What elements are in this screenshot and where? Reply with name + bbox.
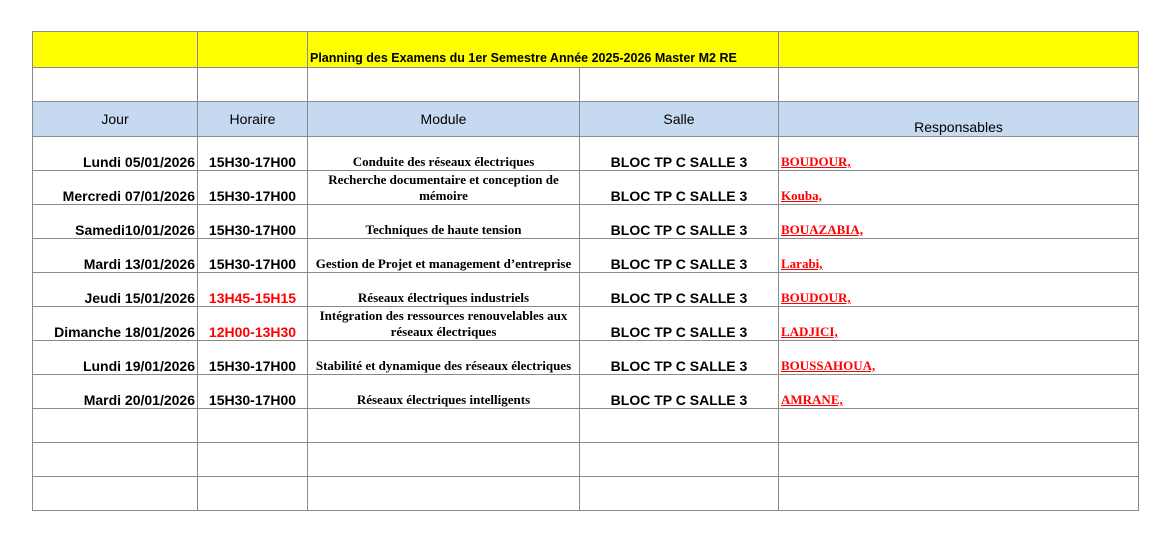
room-cell[interactable]: BLOC TP C SALLE 3: [580, 171, 779, 205]
responsable-cell[interactable]: Kouba,: [779, 171, 1139, 205]
time-cell[interactable]: 15H30-17H00: [198, 171, 308, 205]
time-cell[interactable]: 15H30-17H00: [198, 239, 308, 273]
room-cell[interactable]: BLOC TP C SALLE 3: [580, 273, 779, 307]
responsable-cell[interactable]: LADJICI,: [779, 307, 1139, 341]
table-row: [33, 205, 1139, 239]
cell[interactable]: [308, 68, 580, 102]
cell[interactable]: [779, 409, 1139, 443]
cell[interactable]: [198, 68, 308, 102]
responsable-cell[interactable]: AMRANE,: [779, 375, 1139, 409]
cell[interactable]: [198, 32, 308, 68]
module-cell[interactable]: Intégration des ressources renouvelables aux réseaux électriques: [308, 307, 580, 341]
cell[interactable]: [198, 443, 308, 477]
room-cell[interactable]: BLOC TP C SALLE 3: [580, 239, 779, 273]
cell[interactable]: [33, 32, 198, 68]
blank-row: [33, 68, 1139, 102]
cell[interactable]: [580, 68, 779, 102]
time-cell[interactable]: 15H30-17H00: [198, 205, 308, 239]
day-cell[interactable]: Mardi 13/01/2026: [33, 239, 198, 273]
responsable-cell[interactable]: BOUAZABIA,: [779, 205, 1139, 239]
day-cell[interactable]: Mardi 20/01/2026: [33, 375, 198, 409]
responsable-cell[interactable]: Larabi,: [779, 239, 1139, 273]
header-row: [33, 102, 1139, 137]
cell[interactable]: [779, 32, 1139, 68]
cell[interactable]: [198, 477, 308, 511]
module-cell[interactable]: Réseaux électriques intelligents: [308, 375, 580, 409]
cell[interactable]: [33, 477, 198, 511]
module-cell[interactable]: Techniques de haute tension: [308, 205, 580, 239]
responsable-cell[interactable]: BOUSSAHOUA,: [779, 341, 1139, 375]
column-header-responsables[interactable]: Responsables: [779, 102, 1139, 137]
cell[interactable]: [779, 443, 1139, 477]
schedule-rows: [33, 137, 1139, 409]
column-header-horaire[interactable]: Horaire: [198, 102, 308, 137]
responsable-cell[interactable]: BOUDOUR,: [779, 137, 1139, 171]
room-cell[interactable]: BLOC TP C SALLE 3: [580, 341, 779, 375]
module-cell[interactable]: Stabilité et dynamique des réseaux électriques: [308, 341, 580, 375]
day-cell[interactable]: Jeudi 15/01/2026: [33, 273, 198, 307]
schedule-title[interactable]: Planning des Examens du 1er Semestre Année 2025-2026 Master M2 RE: [308, 32, 779, 68]
cell[interactable]: [779, 68, 1139, 102]
day-cell[interactable]: Samedi10/01/2026: [33, 205, 198, 239]
title-row: [33, 32, 1139, 68]
room-cell[interactable]: BLOC TP C SALLE 3: [580, 375, 779, 409]
table-row: [33, 137, 1139, 171]
time-cell[interactable]: 15H30-17H00: [198, 137, 308, 171]
table-row: [33, 273, 1139, 307]
cell[interactable]: [580, 409, 779, 443]
day-cell[interactable]: Dimanche 18/01/2026: [33, 307, 198, 341]
time-cell[interactable]: 15H30-17H00: [198, 375, 308, 409]
cell[interactable]: [33, 443, 198, 477]
cell[interactable]: [308, 477, 580, 511]
column-header-module[interactable]: Module: [308, 102, 580, 137]
table-row: [33, 341, 1139, 375]
table-row: [33, 171, 1139, 205]
day-cell[interactable]: Lundi 05/01/2026: [33, 137, 198, 171]
cell[interactable]: [308, 409, 580, 443]
module-cell[interactable]: Conduite des réseaux électriques: [308, 137, 580, 171]
table-row: [33, 239, 1139, 273]
cell[interactable]: [580, 443, 779, 477]
module-cell[interactable]: Réseaux électriques industriels: [308, 273, 580, 307]
module-cell[interactable]: Recherche documentaire et conception de mémoire: [308, 171, 580, 205]
room-cell[interactable]: BLOC TP C SALLE 3: [580, 307, 779, 341]
table-row: [33, 375, 1139, 409]
room-cell[interactable]: BLOC TP C SALLE 3: [580, 205, 779, 239]
column-header-salle[interactable]: Salle: [580, 102, 779, 137]
time-cell[interactable]: 15H30-17H00: [198, 341, 308, 375]
responsable-cell[interactable]: BOUDOUR,: [779, 273, 1139, 307]
cell[interactable]: [580, 477, 779, 511]
cell[interactable]: [308, 443, 580, 477]
module-cell[interactable]: Gestion de Projet et management d’entreprise: [308, 239, 580, 273]
exam-schedule-table: [32, 31, 1139, 511]
time-cell[interactable]: 12H00-13H30: [198, 307, 308, 341]
cell[interactable]: [198, 409, 308, 443]
table-row: [33, 307, 1139, 341]
blank-row: [33, 409, 1139, 443]
cell[interactable]: [779, 477, 1139, 511]
blank-row: [33, 477, 1139, 511]
room-cell[interactable]: BLOC TP C SALLE 3: [580, 137, 779, 171]
cell[interactable]: [33, 409, 198, 443]
cell[interactable]: [33, 68, 198, 102]
day-cell[interactable]: Lundi 19/01/2026: [33, 341, 198, 375]
blank-row: [33, 443, 1139, 477]
time-cell[interactable]: 13H45-15H15: [198, 273, 308, 307]
column-header-jour[interactable]: Jour: [33, 102, 198, 137]
day-cell[interactable]: Mercredi 07/01/2026: [33, 171, 198, 205]
